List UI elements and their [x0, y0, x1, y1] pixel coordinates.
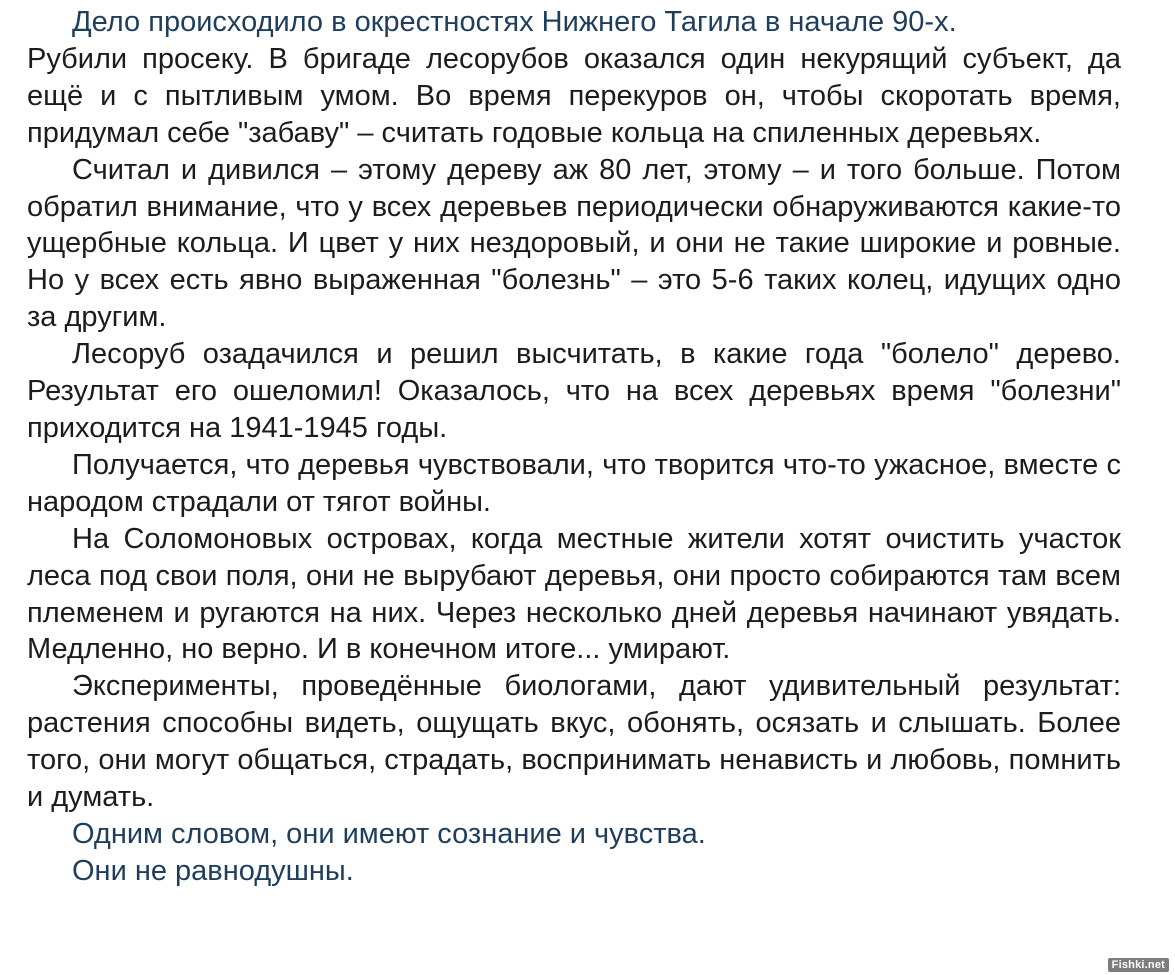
paragraph-2: Считал и дивился – этому дереву аж 80 лет, этому – и того больше. Потом обратил внимание, что у всех деревьев периодически обнаруживаются какие-то ущербные кольца. И цвет у них нездоровый, и они не такие широкие и ровные. Но у всех есть явно выраженная "болезнь" – это 5-6 таких колец, идущих одно за другим.: [27, 153, 1121, 334]
watermark-logo: Fishki.net: [1108, 958, 1169, 972]
paragraph-intro: Дело происходило в окрестностях Нижнего Тагила в начале 90-х.: [72, 6, 957, 38]
paragraph-1: Рубили просеку. В бригаде лесорубов оказался один некурящий субъект, да ещё и с пытливым умом. Во время перекуров он, чтобы скоротать время, придумал себе "забаву" – считать годовые кольца на спиленных деревьях.: [27, 42, 1121, 149]
article-text: [27, 4, 1121, 890]
paragraph-4: Получается, что деревья чувствовали, что творится что-то ужасное, вместе с народом страдали от тягот войны.: [27, 448, 1121, 518]
paragraph-6: Эксперименты, проведённые биологами, дают удивительный результат: растения способны видеть, ощущать вкус, обонять, осязать и слышать. Более того, они могут общаться, страдать, воспринимать ненависть и любовь, помнить и думать.: [27, 670, 1121, 814]
paragraph-3: Лесоруб озадачился и решил высчитать, в какие года "болело" дерево. Результат его ошеломил! Оказалось, что на всех деревьях время "болезни" приходится на 1941-1945 годы.: [27, 338, 1121, 444]
paragraph-conclusion-2: Они не равнодушны.: [72, 854, 354, 887]
paragraph-conclusion-1: Одним словом, они имеют сознание и чувства.: [72, 817, 706, 850]
paragraph-5: На Соломоновых островах, когда местные жители хотят очистить участок леса под свои поля, они не вырубают деревья, они просто собираются там всем племенем и ругаются на них. Через несколько дней деревья начинают увядать. Медленно, но верно. И в конечном итоге... умирают.: [27, 522, 1121, 666]
